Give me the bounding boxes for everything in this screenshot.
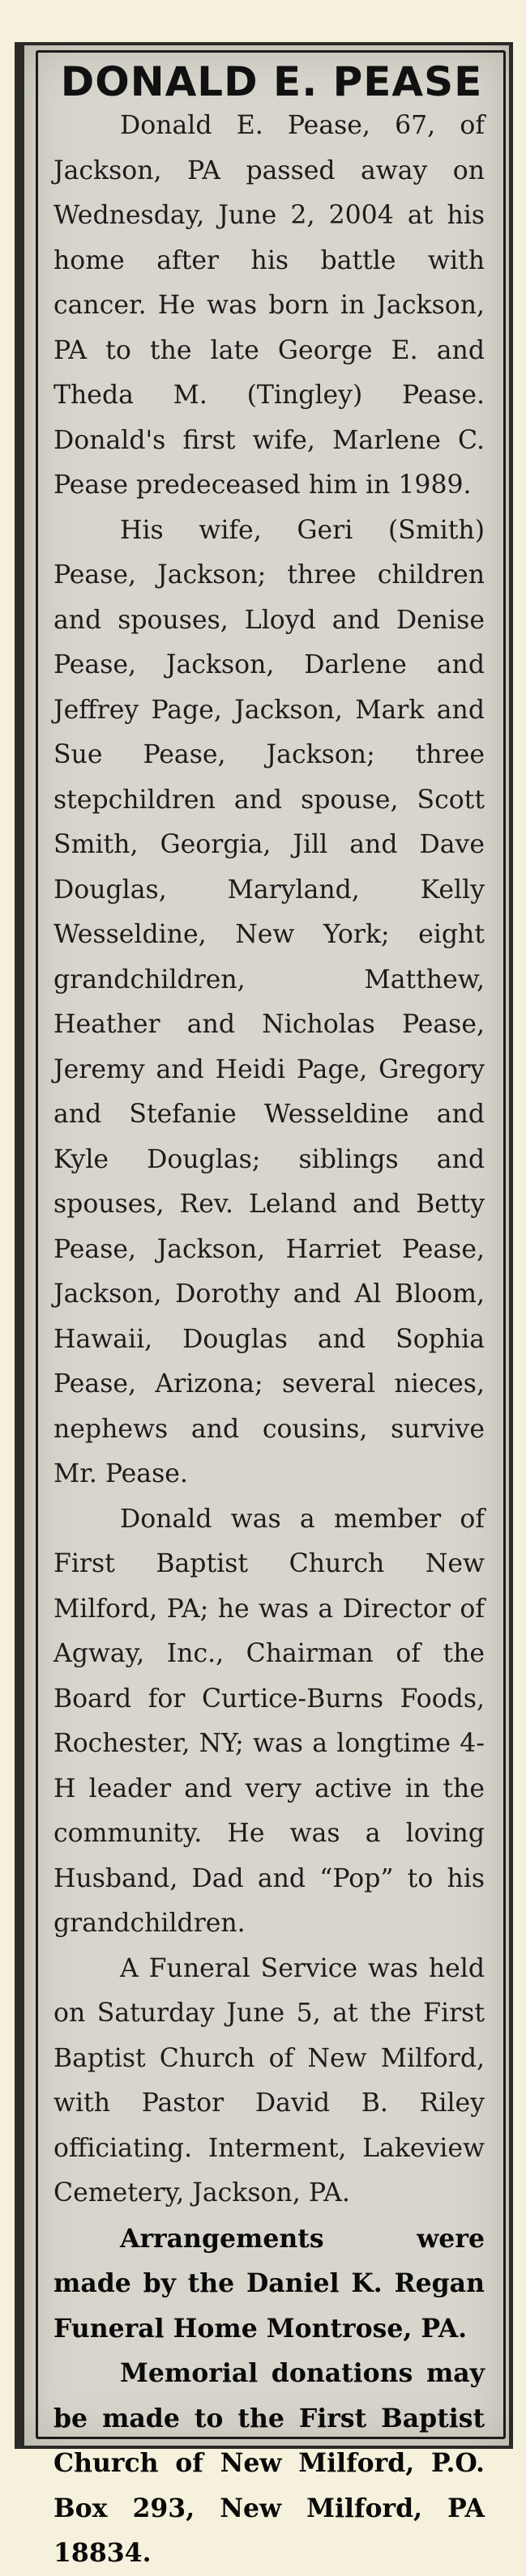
obituary-paragraph-life: Donald was a member of First Baptist Church New Milford, PA; he was a Director of Agway, Inc., Chairman of the Board for Curtice-Burns Foods, Rochester, NY; was a longtime 4-H leader and very active in the community. He was a loving Husband, Dad and “Pop” to his grandchildren. (53, 1504, 485, 1938)
obituary-paragraph-funeral: A Funeral Service was held on Saturday June 5, at the First Baptist Church of New Milford, with Pastor David B. Riley officiating. Interment, Lakeview Cemetery, Jackson, PA. (53, 1953, 485, 2208)
obituary-paragraph-arrangements: Arrangements were made by the Daniel K. Regan Funeral Home Montrose, PA. (53, 2223, 485, 2344)
obituary-body (53, 104, 485, 2576)
obituary-paragraph-memorial: Memorial donations may be made to the First Baptist Church of New Milford, P.O. Box 293, New Milford, PA 18834. (53, 2358, 485, 2568)
obituary-paragraph-death: Donald E. Pease, 67, of Jackson, PA passed away on Wednesday, June 2, 2004 at his home after his battle with cancer. He was born in Jackson, PA to the late George E. and Theda M. (Tingley) Pease. Donald's first wife, Marlene C. Pease predeceased him in 1989. (53, 111, 485, 500)
obituary-title: DONALD E. PEASE (60, 58, 483, 105)
obituary-paragraph-survivors: His wife, Geri (Smith) Pease, Jackson; three children and spouses, Lloyd and Denise Pease, Jackson, Darlene and Jeffrey Page, Jackson, Mark and Sue Pease, Jackson; three stepchildren and spouse, Scott Smith, Georgia, Jill and Dave Douglas, Maryland, Kelly Wesseldine, New York; eight grandchildren, Matthew, Heather and Nicholas Pease, Jeremy and Heidi Page, Gregory and Stefanie Wesseldine and Kyle Douglas; siblings and spouses, Rev. Leland and Betty Pease, Jackson, Harriet Pease, Jackson, Dorothy and Al Bloom, Hawaii, Douglas and Sophia Pease, Arizona; several nieces, nephews and cousins, survive Mr. Pease. (53, 515, 485, 1488)
